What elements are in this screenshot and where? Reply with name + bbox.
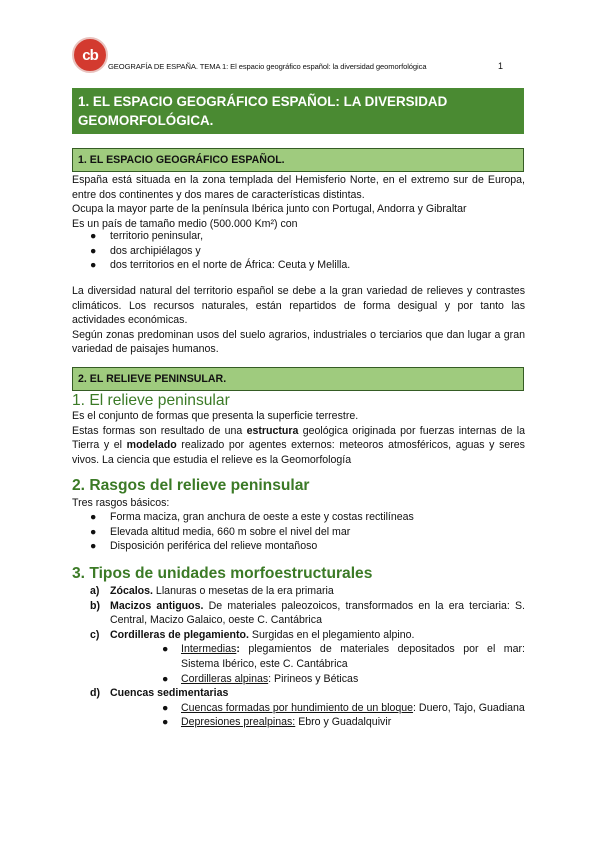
list-item: ● Disposición periférica del relieve montañoso — [90, 540, 318, 553]
bullet-icon: ● — [90, 511, 97, 523]
bullet-icon: ● — [90, 244, 97, 257]
section-1-intro — [72, 173, 525, 231]
bullet-icon: ● — [90, 259, 97, 272]
main-title: 1. EL ESPACIO GEOGRÁFICO ESPAÑOL: LA DIVERSIDAD GEOMORFOLÓGICA. — [72, 88, 524, 134]
running-header: GEOGRAFÍA DE ESPAÑA. TEMA 1: El espacio geográfico español: la diversidad geomorfológica — [108, 62, 427, 71]
sub-list-item: ● Depresiones prealpinas: Ebro y Guadalquivir — [162, 716, 392, 729]
logo — [72, 37, 108, 73]
list-item: ● Elevada altitud media, 660 m sobre el nivel del mar — [90, 525, 351, 538]
list-item: b) Macizos antiguos. De materiales paleozoicos, transformados en la era terciaria: S. Central, Macizo Galaico, oeste C. Cantábrica — [90, 599, 525, 627]
paragraph: Ocupa la mayor parte de la península Ibérica junto con Portugal, Andorra y Gibraltar — [72, 203, 467, 216]
bullet-icon: ● — [162, 716, 169, 729]
paragraph: Estas formas son resultado de una estructura geológica originada por fuerzas internas de la Tierra y el modelado realizado por agentes externos: meteoros atmosféricos, aguas y seres vivos. La ciencia que estudia el relieve es la Geomorfología — [72, 424, 526, 466]
paragraph: Es el conjunto de formas que presenta la superficie terrestre. — [72, 410, 359, 422]
heading-relieve-peninsular: 1. El relieve peninsular — [72, 392, 230, 409]
section-1-title: 1. EL ESPACIO GEOGRÁFICO ESPAÑOL. — [72, 148, 524, 172]
paragraph: La diversidad natural del territorio español se debe a la gran variedad de relieves y contrastes climáticos. Los recursos naturales, están repartidos de forma desigual y por tanto las actividades económicas. — [72, 285, 525, 327]
section-1-body — [72, 284, 525, 357]
bullet-icon: ● — [90, 230, 97, 242]
paragraph: España está situada en la zona templada del Hemisferio Norte, en el extremo sur de Europa, entre dos continentes y dos mares de características distintas. — [72, 174, 525, 201]
sub-list-item: ● Intermedias: plegamientos de materiales depositados por el mar: Sistema Ibérico, este C. Cantábrica — [162, 643, 525, 670]
sub-list-item: ● Cuencas formadas por hundimiento de un bloque: Duero, Tajo, Guadiana — [162, 701, 525, 714]
list-item: d) Cuencas sedimentarias — [90, 687, 229, 700]
list-item: ● Forma maciza, gran anchura de oeste a este y costas rectilíneas — [90, 511, 414, 523]
list-item: c) Cordilleras de plegamiento. Surgidas en el plegamiento alpino. — [90, 628, 415, 641]
morfoestructural-list — [72, 584, 525, 730]
section-1-bullet-list — [72, 229, 525, 273]
heading-rasgos-relieve: 2. Rasgos del relieve peninsular — [72, 477, 310, 494]
bullet-icon: ● — [90, 540, 97, 553]
bullet-icon: ● — [162, 701, 169, 714]
list-item: a) Zócalos. Llanuras o mesetas de la era primaria — [90, 585, 334, 597]
rasgos-bullet-list — [72, 510, 525, 554]
paragraph: Según zonas predominan usos del suelo agrarios, industriales o terciarios que dan lugar a gran variedad de paisajes humanos. — [72, 328, 525, 356]
rasgos-intro: Tres rasgos básicos: — [72, 497, 170, 509]
list-item: ● dos archipiélagos y — [90, 244, 201, 257]
page-number: 1 — [498, 61, 504, 71]
bullet-icon: ● — [162, 672, 169, 685]
sub-list-item: ● Cordilleras alpinas: Pirineos y Béticas — [162, 672, 359, 685]
bullet-icon: ● — [162, 643, 169, 656]
section-2-title: 2. EL RELIEVE PENINSULAR. — [72, 367, 524, 391]
paragraph: Es un país de tamaño medio (500.000 Km²) con — [72, 217, 298, 230]
bullet-icon: ● — [90, 525, 97, 538]
heading-tipos-unidades: 3. Tipos de unidades morfoestructurales — [72, 565, 373, 582]
list-item: ● territorio peninsular, — [90, 230, 204, 242]
logo-text: cb — [82, 46, 98, 64]
relieve-body — [72, 409, 525, 467]
list-item: ● dos territorios en el norte de África: Ceuta y Melilla. — [90, 259, 351, 272]
